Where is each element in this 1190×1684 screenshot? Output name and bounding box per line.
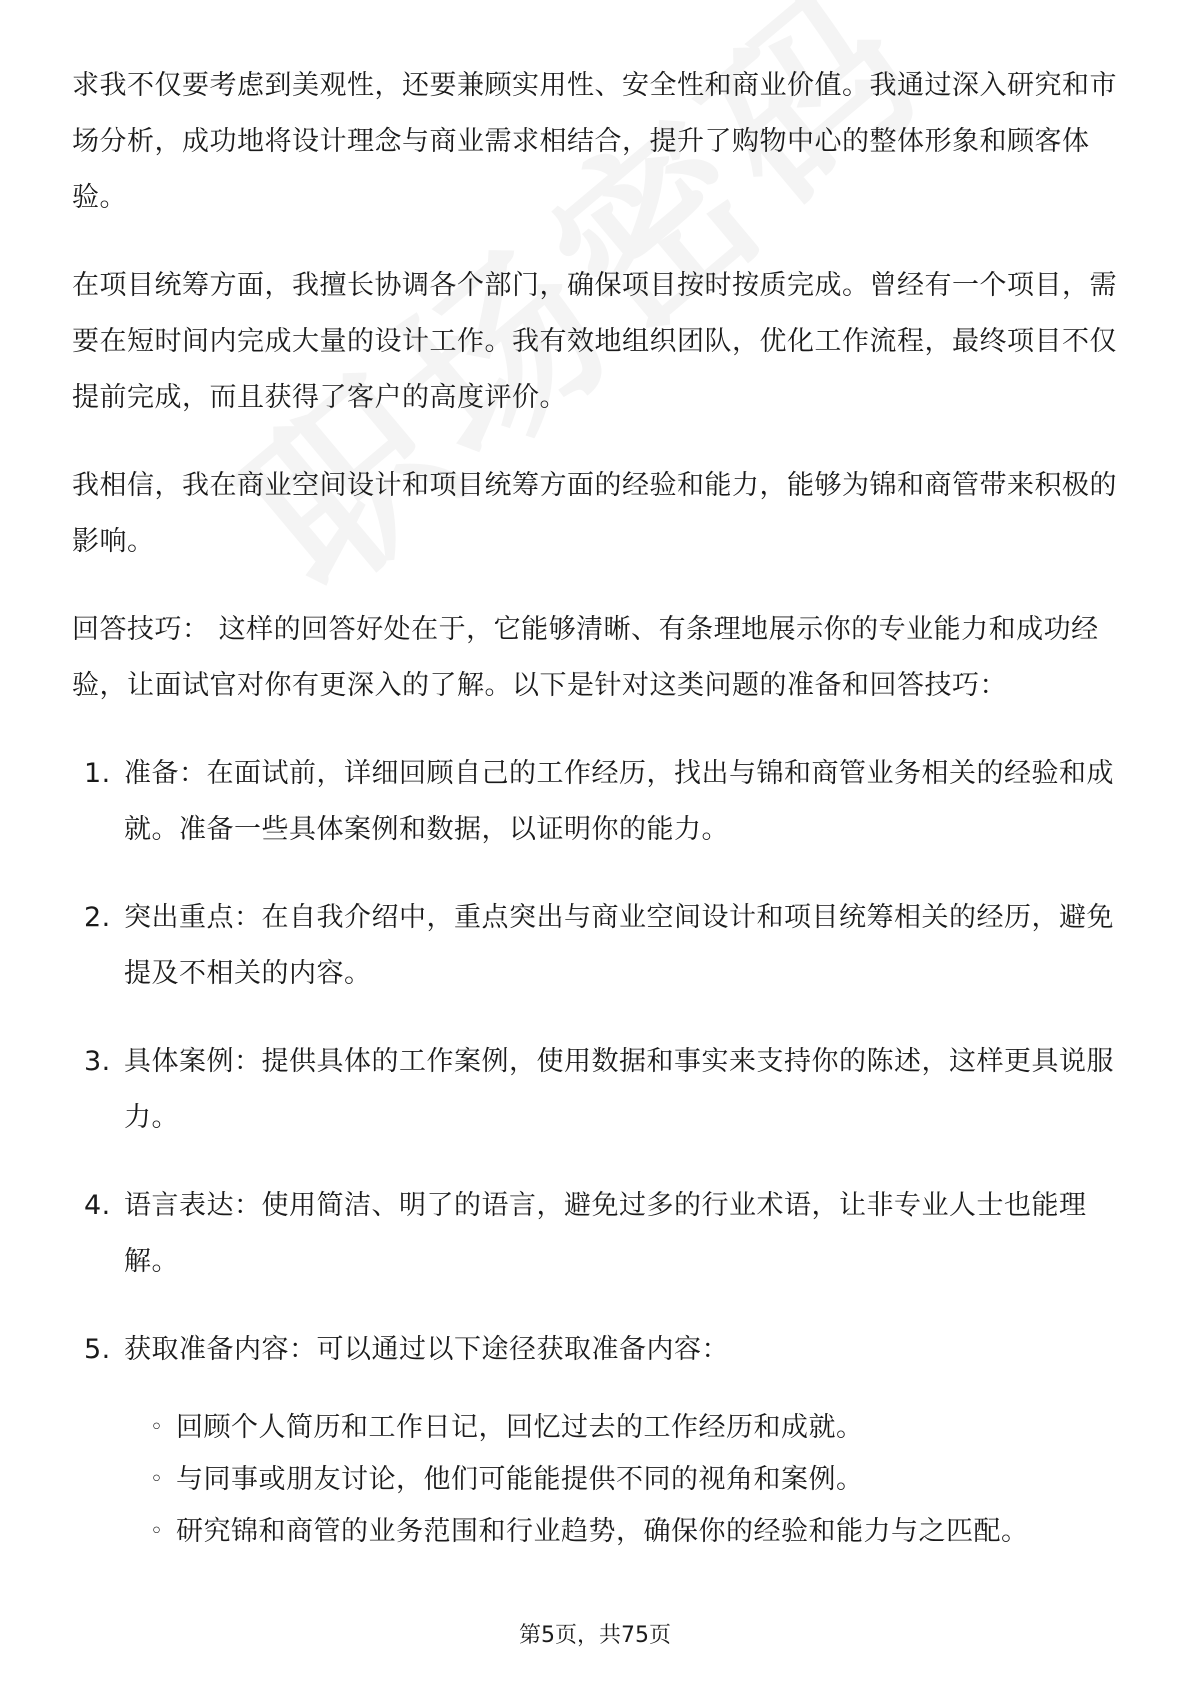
sub-list-item [150,1506,1132,1558]
list-item-text: 具体案例：提供具体的工作案例，使用数据和事实来支持你的陈述，这样更具说服力。 [124,1046,1114,1133]
list-number: 5. [84,1334,111,1365]
page-footer: 第5页，共75页 [519,1623,671,1648]
bullet-icon: ◦ [150,1415,164,1440]
sub-list [124,1402,1132,1558]
list-item [72,1322,1132,1558]
sub-list-item-text: 回顾个人简历和工作日记，回忆过去的工作经历和成就。 [176,1412,864,1443]
sub-list-item-text: 与同事或朋友讨论，他们可能能提供不同的视角和案例。 [176,1464,864,1495]
tips-list [72,746,1132,1558]
list-number: 3. [84,1046,111,1077]
list-item-text: 突出重点：在自我介绍中，重点突出与商业空间设计和项目统筹相关的经历，避免提及不相关的内容。 [124,902,1114,989]
list-number: 4. [84,1190,111,1221]
list-item [72,746,1132,858]
bullet-icon: ◦ [150,1467,164,1492]
list-number: 2. [84,902,111,933]
list-item [72,1034,1132,1146]
list-item [72,1178,1132,1290]
paragraph-3: 我相信，我在商业空间设计和项目统筹方面的经验和能力，能够为锦和商管带来积极的影响。 [72,470,1117,557]
sub-list-item [150,1454,1132,1506]
paragraph-answer-tips: 回答技巧： 这样的回答好处在于，它能够清晰、有条理地展示你的专业能力和成功经验，让面试官对你有更深入的了解。以下是针对这类问题的准备和回答技巧： [72,614,1099,701]
bullet-icon: ◦ [150,1519,164,1544]
paragraph-1: 求我不仅要考虑到美观性，还要兼顾实用性、安全性和商业价值。我通过深入研究和市场分析，成功地将设计理念与商业需求相结合，提升了购物中心的整体形象和顾客体验。 [72,70,1117,213]
sub-list-item-text: 研究锦和商管的业务范围和行业趋势，确保你的经验和能力与之匹配。 [176,1516,1029,1547]
list-item-text: 准备：在面试前，详细回顾自己的工作经历，找出与锦和商管业务相关的经验和成就。准备一些具体案例和数据，以证明你的能力。 [124,758,1114,845]
list-item-text: 获取准备内容：可以通过以下途径获取准备内容： [124,1334,729,1365]
list-item-text: 语言表达：使用简洁、明了的语言，避免过多的行业术语，让非专业人士也能理解。 [124,1190,1087,1277]
document-body [72,58,1132,1590]
list-number: 1. [84,758,111,789]
list-item [72,890,1132,1002]
paragraph-2: 在项目统筹方面，我擅长协调各个部门，确保项目按时按质完成。曾经有一个项目，需要在短时间内完成大量的设计工作。我有效地组织团队，优化工作流程，最终项目不仅提前完成，而且获得了客户的高度评价。 [72,270,1117,413]
sub-list-item [150,1402,1132,1454]
